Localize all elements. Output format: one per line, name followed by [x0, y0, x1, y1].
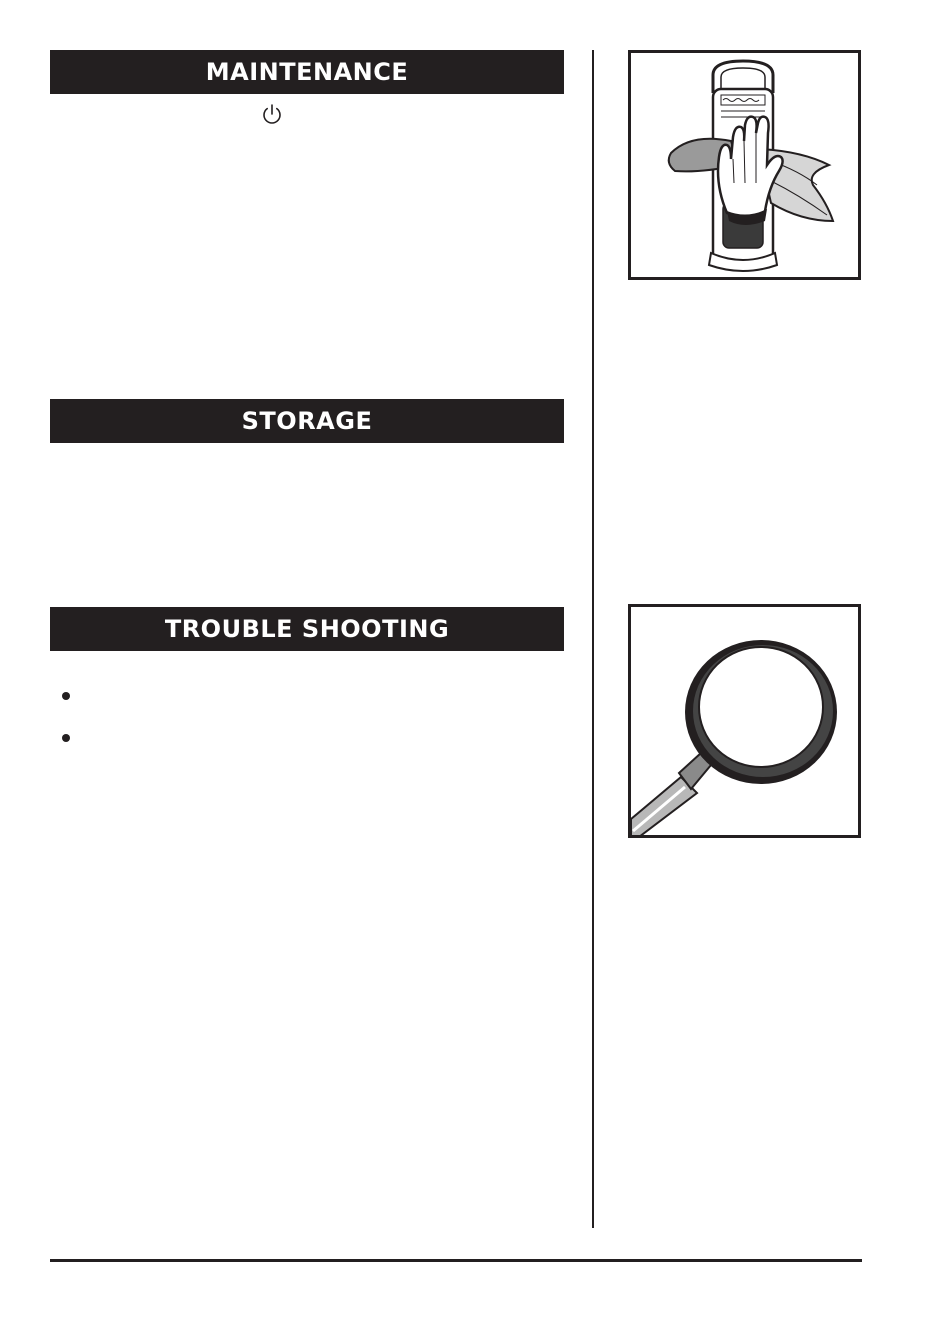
- power-icon: [260, 103, 284, 127]
- footer-rule: [50, 1259, 862, 1262]
- bullet-icon: [62, 692, 70, 700]
- magnifying-glass-icon: [631, 607, 858, 835]
- storage-title: STORAGE: [241, 407, 373, 435]
- bullet-icon: [62, 734, 70, 742]
- trouble-shooting-section-header: [50, 607, 564, 651]
- storage-section-header: [50, 399, 564, 443]
- maintenance-title: MAINTENANCE: [205, 58, 409, 86]
- magnifier-illustration: [628, 604, 861, 838]
- cleaning-illustration: [628, 50, 861, 280]
- column-divider: [592, 50, 594, 1228]
- hand-wiping-heater-icon: [631, 53, 858, 277]
- maintenance-section-header: [50, 50, 564, 94]
- trouble-shooting-title: TROUBLE SHOOTING: [164, 615, 450, 643]
